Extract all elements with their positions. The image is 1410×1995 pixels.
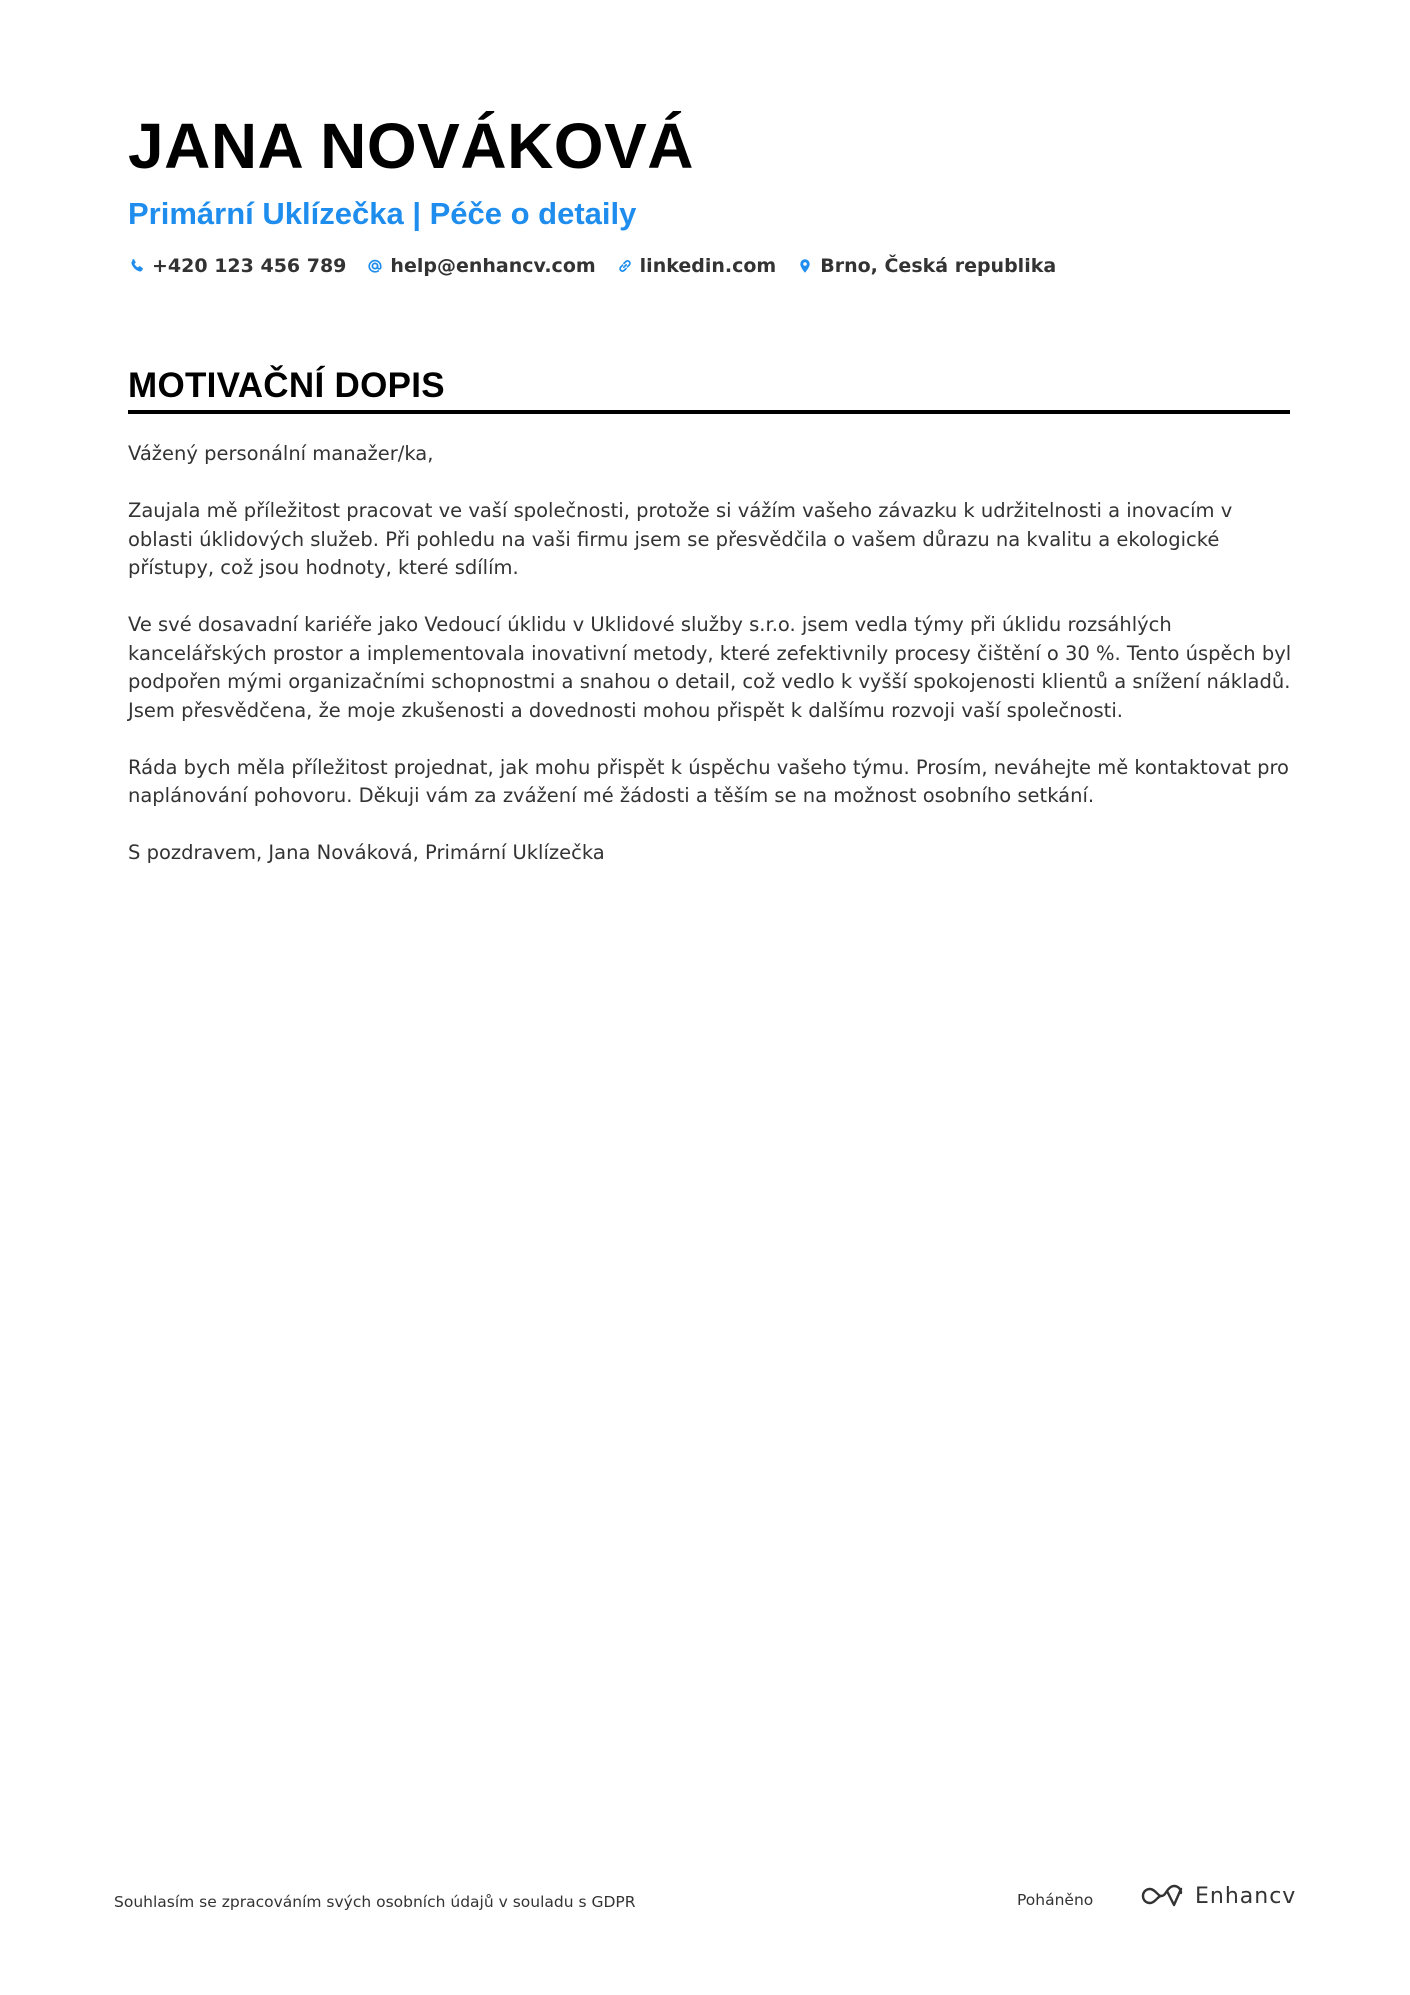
contact-location <box>796 255 1056 277</box>
section-divider <box>128 410 1290 414</box>
contact-email[interactable] <box>366 255 595 277</box>
letter-paragraph: Ráda bych měla příležitost projednat, jak mohu přispět k úspěchu vašeho týmu. Prosím, neváhejte mě kontaktovat pro naplánování pohovoru. Děkuji vám za zvážení mé žádosti a těším se na možnost osobního setkání. <box>128 755 1289 807</box>
at-icon <box>366 257 384 275</box>
gdpr-consent-text: Souhlasím se zpracováním svých osobních údajů v souladu s GDPR <box>114 1893 636 1911</box>
section-title: MOTIVAČNÍ DOPIS <box>128 366 445 405</box>
letter-salutation: Vážený personální manažer/ka, <box>128 442 434 465</box>
location-pin-icon <box>796 257 814 275</box>
letter-paragraph: Zaujala mě příležitost pracovat ve vaší společnosti, protože si vážím vašeho závazku k udržitelnosti a inovacím v oblasti úklidových služeb. Při pohledu na vaši firmu jsem se přesvědčila o vašem důrazu na kvalitu a ekologické přístupy, což jsou hodnoty, které sdílím. <box>128 499 1233 579</box>
contact-linkedin[interactable] <box>616 255 777 277</box>
candidate-subtitle: Primární Uklízečka | Péče o detaily <box>128 196 637 231</box>
header <box>128 108 1288 280</box>
letter-paragraph: Ve své dosavadní kariéře jako Vedoucí úklidu v Uklidové služby s.r.o. jsem vedla týmy při úklidu rozsáhlých kancelářských prostor a implementovala inovativní metody, které zefektivnily procesy čištění o 30 %. Tento úspěch byl podpořen mými organizačními schopnostmi a snahou o detail, což vedlo k vyšší spokojenosti klientů a snížení nákladů. Jsem přesvědčena, že moje zkušenosti a dovednosti mohou přispět k dalšímu rozvoji vaší společnosti. <box>128 613 1292 722</box>
contact-row <box>128 252 1288 280</box>
brand-name[interactable]: Enhancv <box>1195 1883 1297 1909</box>
enhancv-logo-icon <box>1137 1882 1185 1910</box>
contact-phone <box>128 255 346 277</box>
candidate-name: JANA NOVÁKOVÁ <box>128 110 694 182</box>
link-icon <box>616 257 634 275</box>
letter-body <box>128 440 1293 896</box>
email-text[interactable]: help@enhancv.com <box>390 255 596 277</box>
phone-icon <box>128 257 146 275</box>
phone-text: +420 123 456 789 <box>152 255 347 277</box>
enhancv-brand[interactable] <box>1137 1882 1296 1910</box>
linkedin-text[interactable]: linkedin.com <box>639 255 777 277</box>
letter-closing: S pozdravem, Jana Nováková, Primární Uklízečka <box>128 841 605 864</box>
location-text: Brno, Česká republika <box>820 255 1057 277</box>
powered-by-label: Poháněno <box>1017 1891 1094 1909</box>
